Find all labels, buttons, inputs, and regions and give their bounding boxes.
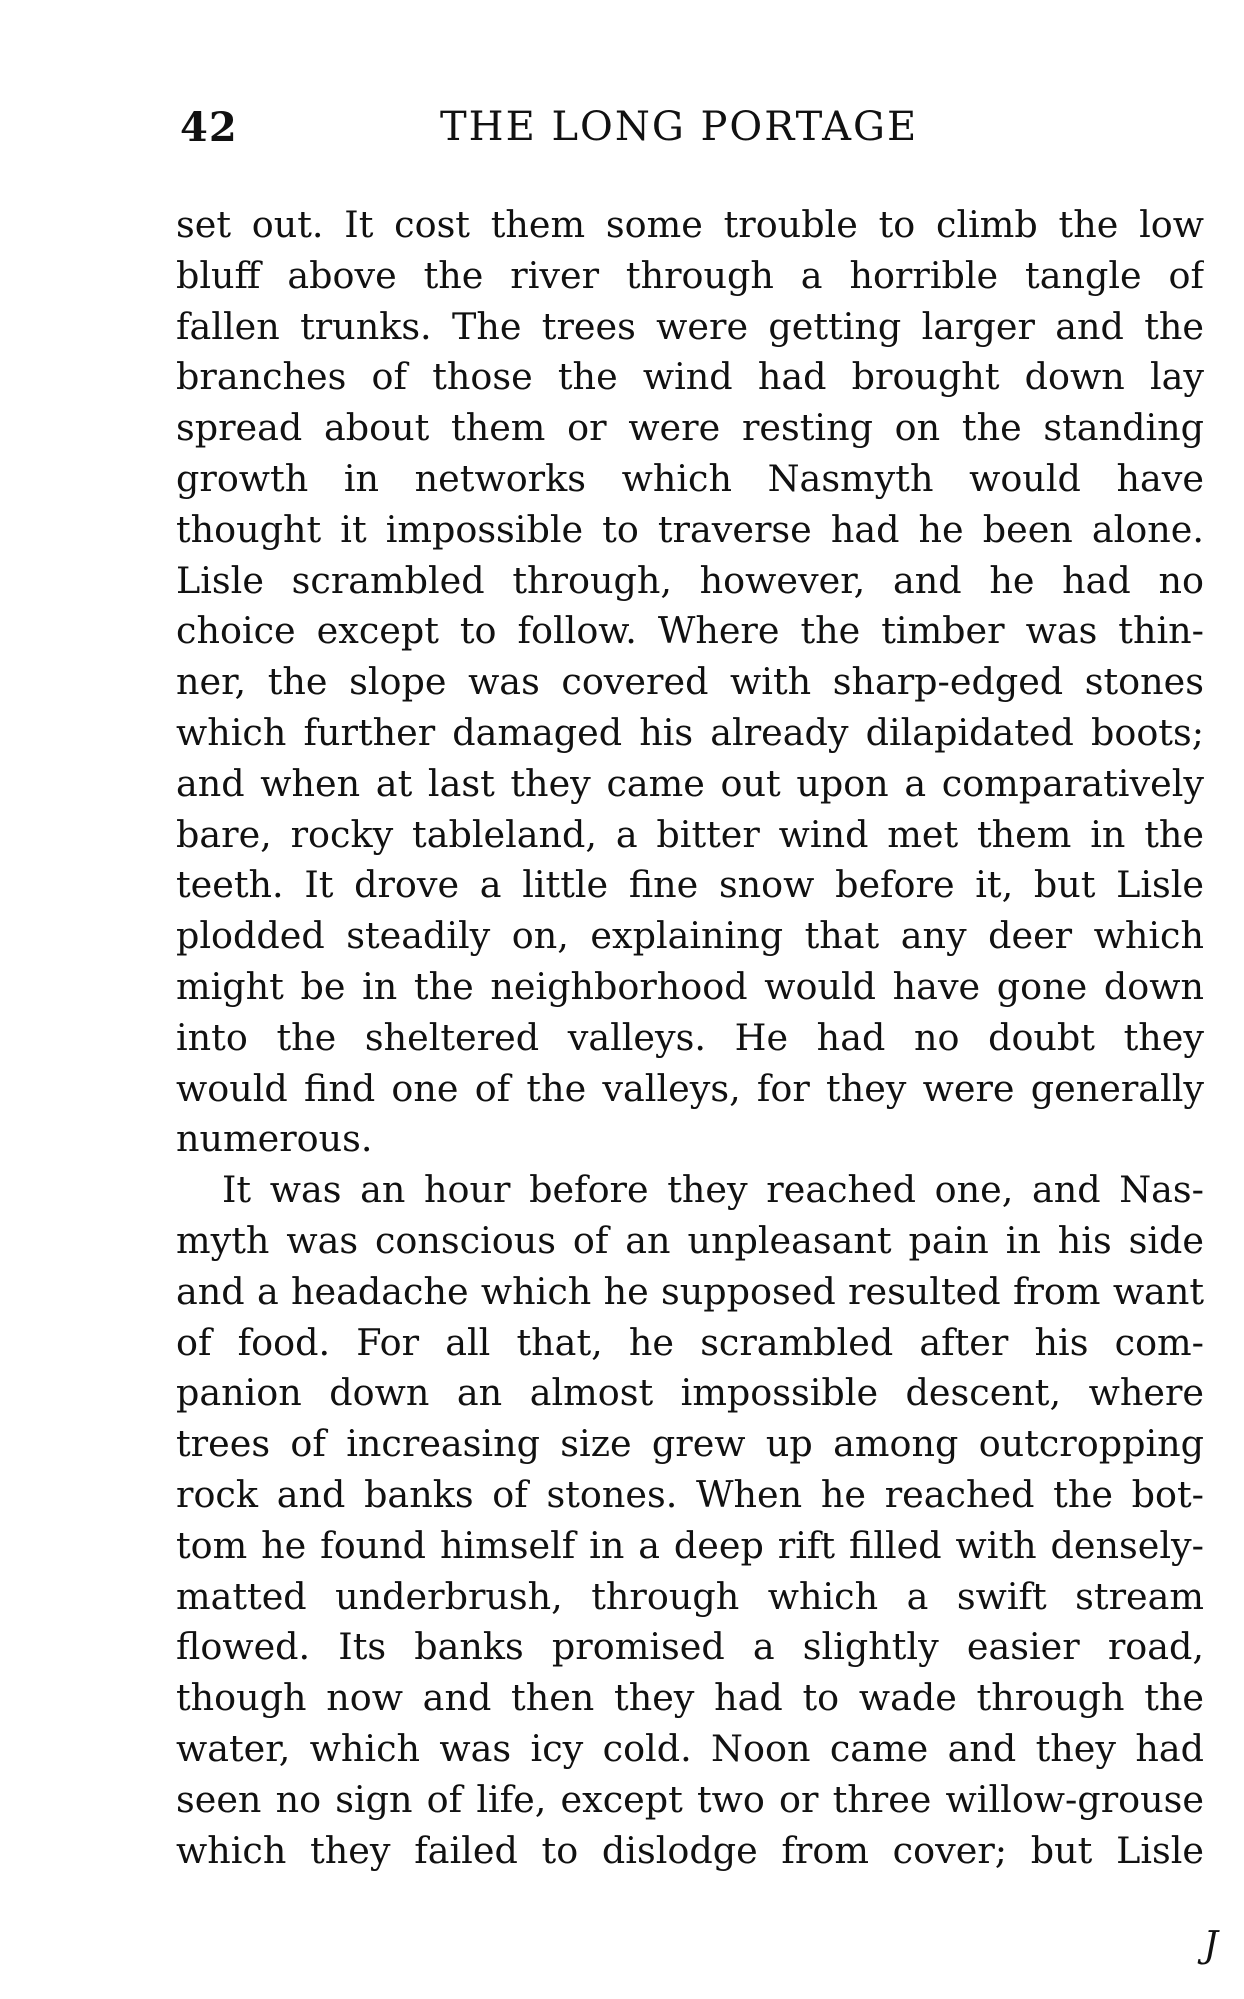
paragraph-start-line: It was an hour before they reached one, and Nas- bbox=[222, 1168, 1204, 1212]
text-line: which further damaged his already dilapidated boots; bbox=[176, 710, 1204, 754]
paragraph-end-line: numerous. bbox=[176, 1117, 373, 1161]
signature-mark: J bbox=[1203, 1925, 1218, 1966]
text-line: plodded steadily on, explaining that any deer which bbox=[176, 914, 1204, 958]
text-line: thought it impossible to traverse had he been alone. bbox=[176, 507, 1204, 551]
text-line: might be in the neighborhood would have gone down bbox=[176, 964, 1204, 1008]
text-line: bare, rocky tableland, a bitter wind met them in the bbox=[176, 812, 1204, 856]
text-line: would find one of the valleys, for they were generally bbox=[176, 1066, 1204, 1110]
text-line: of food. For all that, he scrambled after his com- bbox=[176, 1320, 1204, 1364]
text-line: Lisle scrambled through, however, and he had no bbox=[176, 558, 1204, 602]
text-line: which they failed to dislodge from cover; but Lisle bbox=[176, 1828, 1204, 1872]
text-line: and a headache which he supposed resulted from want bbox=[176, 1269, 1204, 1313]
text-line: panion down an almost impossible descent, where bbox=[176, 1371, 1204, 1415]
running-title: THE LONG PORTAGE bbox=[440, 104, 919, 150]
text-line: trees of increasing size grew up among outcropping bbox=[176, 1422, 1204, 1466]
text-line: choice except to follow. Where the timber was thin- bbox=[176, 609, 1204, 653]
text-line: growth in networks which Nasmyth would have bbox=[176, 456, 1204, 500]
text-line: and when at last they came out upon a comparatively bbox=[176, 761, 1204, 805]
text-line: flowed. Its banks promised a slightly easier road, bbox=[176, 1625, 1204, 1669]
text-line: myth was conscious of an unpleasant pain in his side bbox=[176, 1218, 1204, 1262]
text-line: water, which was icy cold. Noon came and they had bbox=[176, 1726, 1204, 1770]
text-line: ner, the slope was covered with sharp-edged stones bbox=[176, 660, 1204, 704]
text-line: fallen trunks. The trees were getting larger and the bbox=[176, 304, 1204, 348]
text-line: teeth. It drove a little fine snow before it, but Lisle bbox=[176, 863, 1204, 907]
text-line: matted underbrush, through which a swift stream bbox=[176, 1574, 1204, 1618]
page-header bbox=[180, 104, 1210, 164]
text-line: tom he found himself in a deep rift filled with densely- bbox=[176, 1523, 1204, 1567]
text-line: though now and then they had to wade through the bbox=[176, 1676, 1204, 1720]
page-number: 42 bbox=[180, 104, 238, 151]
text-line: set out. It cost them some trouble to climb the low bbox=[176, 203, 1204, 246]
text-line: rock and banks of stones. When he reached the bot- bbox=[176, 1472, 1204, 1516]
text-line: bluff above the river through a horrible tangle of bbox=[176, 253, 1204, 297]
text-line: branches of those the wind had brought down lay bbox=[176, 355, 1204, 399]
text-line: seen no sign of life, except two or three willow-grouse bbox=[176, 1777, 1204, 1821]
text-line: spread about them or were resting on the standing bbox=[176, 406, 1204, 450]
body-text bbox=[176, 200, 1204, 1876]
text-line: into the sheltered valleys. He had no doubt they bbox=[176, 1015, 1204, 1059]
